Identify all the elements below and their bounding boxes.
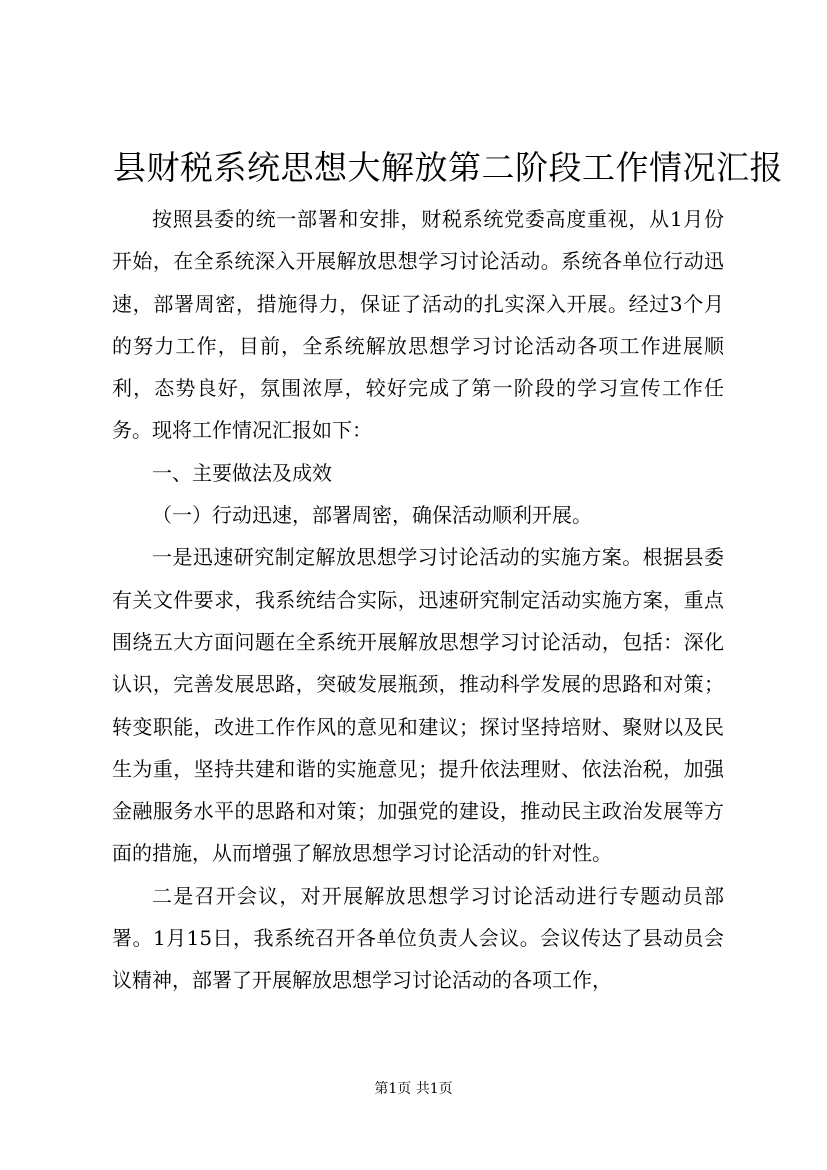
subsection-heading: （一）行动迅速，部署周密，确保活动顺利开展。 [152, 503, 592, 528]
body-paragraph: 一是迅速研究制定解放思想学习讨论活动的实施方案。根据县委有关文件要求，我系统结合实际，迅速研究制定活动实施方案，重点围绕五大方面问题在全系统开展解放思想学习讨论活动，包括：深化认识，完善发展思路，突破发展瓶颈，推动科学发展的思路和对策；转变职能，改进工作作风的意见和建议；探讨坚持培财、聚财以及民生为重，坚持共建和谐的实施意见；提升依法理财、依法治税，加强金融服务水平的思路和对策；加强党的建设，推动民主政治发展等方面的措施，从而增强了解放思想学习讨论活动的针对性。 [112, 545, 724, 866]
intro-paragraph: 按照县委的统一部署和安排，财税系统党委高度重视，从1月份开始，在全系统深入开展解放思想学习讨论活动。系统各单位行动迅速，部署周密，措施得力，保证了活动的扎实深入开展。经过3个月的努力工作，目前，全系统解放思想学习讨论活动各项工作进展顺利，态势良好，氛围浓厚，较好完成了第一阶段的学习宣传工作任务。现将工作情况汇报如下： [112, 207, 724, 443]
page-footer: 第1页 共1页 [374, 1081, 453, 1097]
body-paragraph: 二是召开会议，对开展解放思想学习讨论活动进行专题动员部署。1月15日，我系统召开各单位负责人会议。会议传达了县动员会议精神，部署了开展解放思想学习讨论活动的各项工作， [112, 883, 724, 993]
section-heading: 一、主要做法及成效 [152, 460, 332, 485]
document-title: 县财税系统思想大解放第二阶段工作情况汇报 [113, 148, 783, 187]
document-body [112, 198, 724, 1002]
